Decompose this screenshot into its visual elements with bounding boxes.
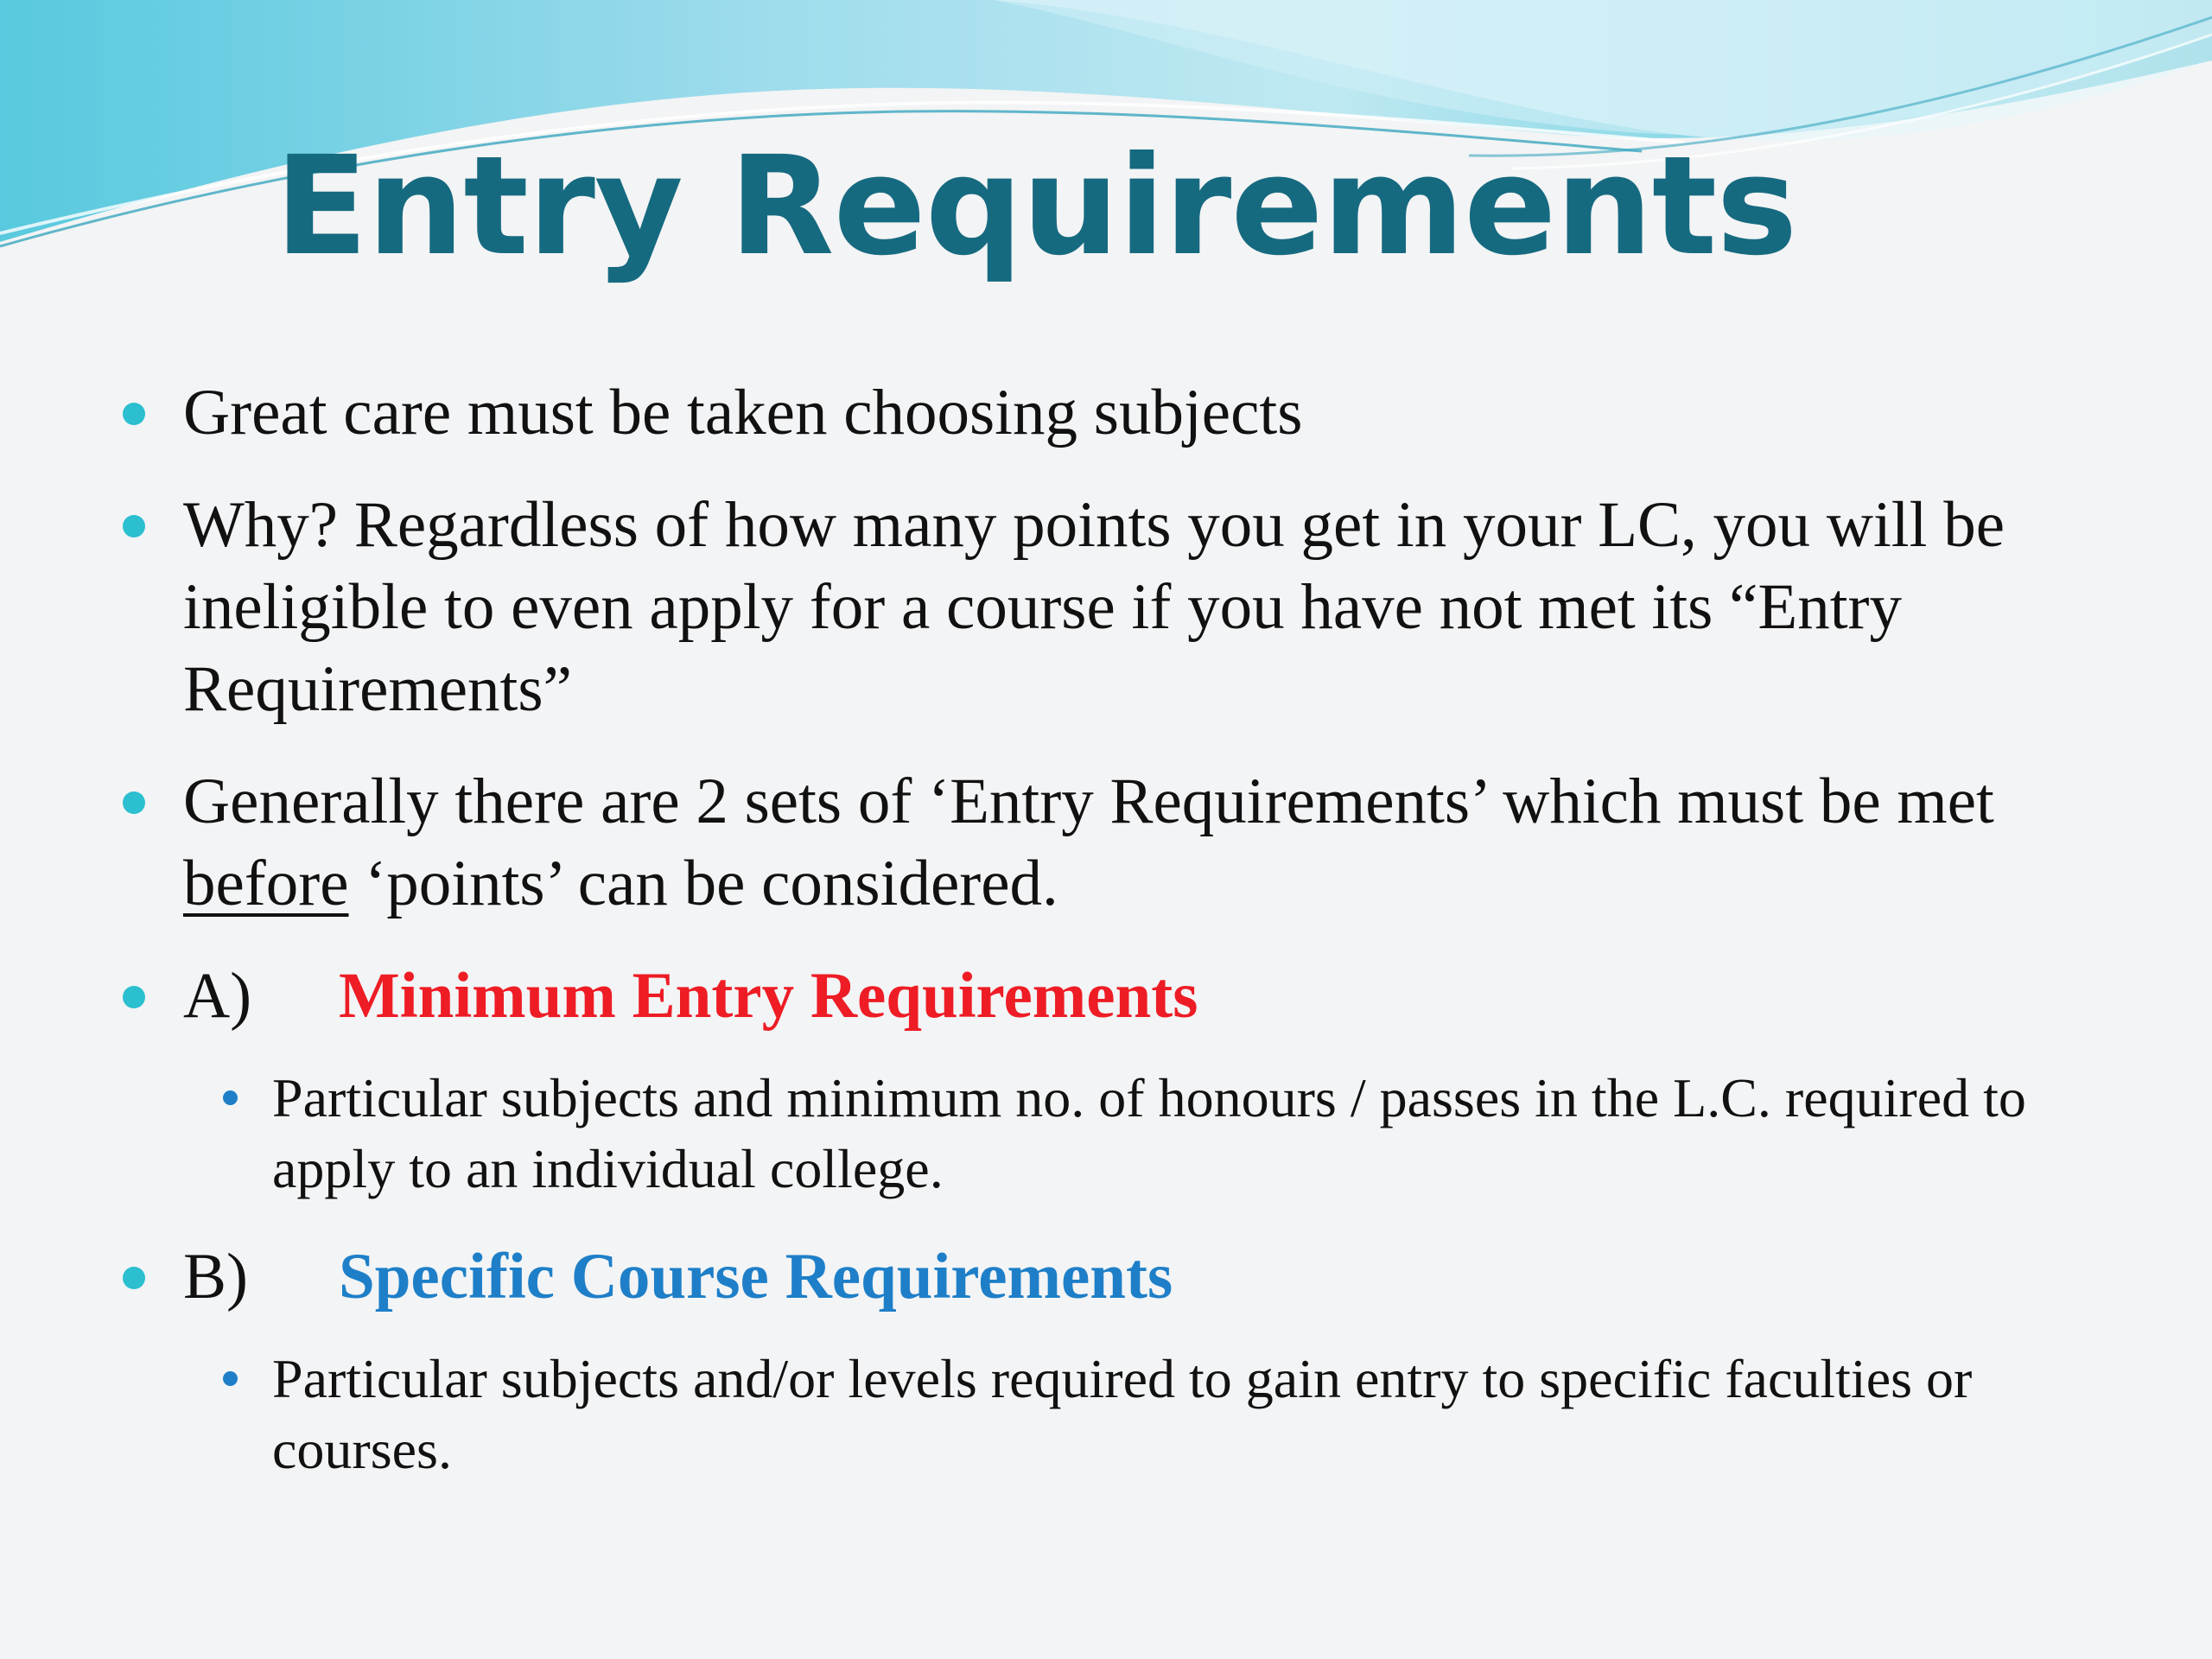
bullet-dot-icon — [123, 403, 145, 425]
bullet-text: Great care must be taken choosing subjects — [183, 377, 1303, 448]
bullet-item — [183, 484, 2119, 730]
bullet-dot-icon — [123, 986, 145, 1008]
section-heading: Minimum Entry Requirements — [339, 960, 1198, 1032]
bullet-dot-icon — [123, 791, 145, 814]
bullet-item — [183, 760, 2119, 925]
bullet-item-section-b — [183, 1236, 2119, 1318]
sub-bullet-dot-icon — [223, 1371, 238, 1386]
sub-bullet-item — [272, 1063, 2156, 1205]
underlined-word: before — [183, 848, 349, 919]
section-letter: B) — [183, 1241, 248, 1313]
section-letter: A) — [183, 960, 252, 1032]
bullet-text: Generally there are 2 sets of ‘Entry Requirements’ which must be met — [183, 766, 1994, 837]
slide-title: Entry Requirements — [275, 127, 1797, 286]
bullet-item-section-a — [183, 955, 2119, 1037]
sub-bullet-text: Particular subjects and minimum no. of honours / passes in the L.C. required to apply to an individual college. — [272, 1067, 2026, 1199]
bullet-text-continued: ‘points’ can be considered. — [348, 848, 1058, 919]
bullet-item — [183, 372, 2119, 454]
sub-bullet-text: Particular subjects and/or levels required to gain entry to specific faculties or courses. — [272, 1348, 1973, 1480]
bullet-text: Why? Regardless of how many points you get in your LC, you will be ineligible to even apply for a course if you have not met its “Entry Requirements” — [183, 489, 2005, 725]
bullet-dot-icon — [123, 515, 145, 537]
section-heading: Specific Course Requirements — [339, 1241, 1173, 1313]
sub-bullet-item — [272, 1344, 2156, 1485]
bullet-dot-icon — [123, 1267, 145, 1289]
sub-bullet-dot-icon — [223, 1090, 238, 1105]
